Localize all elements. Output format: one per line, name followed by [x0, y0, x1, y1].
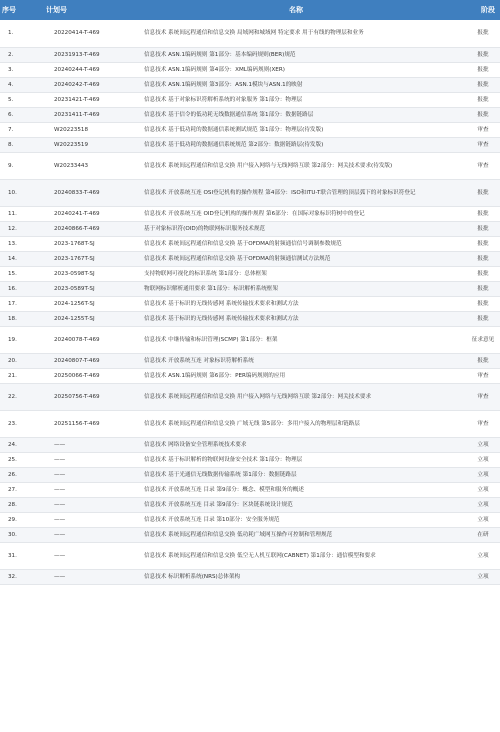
- table-row: [0, 137, 500, 152]
- row-standard-name: 信息技术 基于光通信无线数据传输系统 第1部分：数据链路层: [126, 467, 466, 482]
- row-plan-number: 20231411-T-469: [44, 107, 126, 122]
- row-standard-name: 支持物联网可视化的标识系统 第1部分：总体框架: [126, 266, 466, 281]
- table-row: [0, 251, 500, 266]
- row-standard-name: 信息技术 系统间远程通信和信息交换 广域无线 第5部分：多用户接入的物理层和链路层: [126, 410, 466, 437]
- row-number: 23.: [0, 410, 44, 437]
- table-row: [0, 236, 500, 251]
- row-status: 报批: [466, 296, 500, 311]
- row-standard-name: 信息技术 基于低功耗的数据通信系统规范 第2部分：数据链路层(待发版): [126, 137, 466, 152]
- table-header: [0, 0, 500, 20]
- table-row: [0, 107, 500, 122]
- table-row: [0, 482, 500, 497]
- row-number: 32.: [0, 569, 44, 584]
- row-status: 审查: [466, 410, 500, 437]
- table-row: [0, 527, 500, 542]
- row-standard-name: 信息技术 系统间远程通信和信息交换 用户接入网络与无线网络互联 第2部分：网关技术要求: [126, 383, 466, 410]
- row-number: 29.: [0, 512, 44, 527]
- row-standard-name: 信息技术 系统间远程通信和信息交换 低功耗广域网互操作可控制和管理规范: [126, 527, 466, 542]
- row-plan-number: 20250756-T-469: [44, 383, 126, 410]
- table-row: [0, 296, 500, 311]
- table-row: [0, 62, 500, 77]
- row-status: 立项: [466, 467, 500, 482]
- row-standard-name: 信息技术 基于标识的无线传感网 系统传输技术要求和测试方法: [126, 311, 466, 326]
- row-standard-name: 信息技术 ASN.1编码规则 第6部分：PER编码规则的应用: [126, 368, 466, 383]
- row-status: 立项: [466, 497, 500, 512]
- row-plan-number: 20231421-T-469: [44, 92, 126, 107]
- header-row: [0, 0, 500, 20]
- row-plan-number: 20240866-T-469: [44, 221, 126, 236]
- row-standard-name: 信息技术 基于低功耗的数据通信系统测试规范 第1部分：物理层(待发版): [126, 122, 466, 137]
- row-plan-number: ——: [44, 542, 126, 569]
- row-plan-number: 20250066-T-469: [44, 368, 126, 383]
- row-plan-number: W20233443: [44, 152, 126, 179]
- row-standard-name: 信息技术 基于标识的无线传感网 系统传输技术要求和测试方法: [126, 296, 466, 311]
- row-status: 报批: [466, 77, 500, 92]
- row-status: 报批: [466, 20, 500, 47]
- row-plan-number: 2023-1767T-SJ: [44, 251, 126, 266]
- row-plan-number: 20231913-T-469: [44, 47, 126, 62]
- row-plan-number: 2024-1255T-SJ: [44, 311, 126, 326]
- row-status: 报批: [466, 179, 500, 206]
- table-row: [0, 122, 500, 137]
- row-number: 13.: [0, 236, 44, 251]
- row-plan-number: 20240242-T-469: [44, 77, 126, 92]
- row-status: 报批: [466, 353, 500, 368]
- table-row: [0, 311, 500, 326]
- table-row: [0, 179, 500, 206]
- table-row: [0, 467, 500, 482]
- row-number: 12.: [0, 221, 44, 236]
- row-standard-name: 信息技术 系统间远程通信和信息交换 基于OFDMA的射频通信测试方法规范: [126, 251, 466, 266]
- row-plan-number: 20240807-T-469: [44, 353, 126, 368]
- row-standard-name: 信息技术 开放系统互连 目录 第10部分：安全服务规范: [126, 512, 466, 527]
- row-plan-number: ——: [44, 437, 126, 452]
- row-number: 16.: [0, 281, 44, 296]
- row-number: 21.: [0, 368, 44, 383]
- row-standard-name: 信息技术 系统间远程通信和信息交换 基于OFDMA的射频通信信号调制参数规范: [126, 236, 466, 251]
- row-number: 15.: [0, 266, 44, 281]
- row-plan-number: 20240244-T-469: [44, 62, 126, 77]
- table-row: [0, 497, 500, 512]
- row-plan-number: ——: [44, 452, 126, 467]
- row-status: 报批: [466, 221, 500, 236]
- table-row: [0, 77, 500, 92]
- row-status: 报批: [466, 92, 500, 107]
- table-row: [0, 383, 500, 410]
- row-standard-name: 信息技术 系统间远程通信和信息交换 局域网和城域网 特定要求 用于有线的物理层和业务: [126, 20, 466, 47]
- row-status: 在研: [466, 527, 500, 542]
- row-status: 报批: [466, 281, 500, 296]
- row-number: 3.: [0, 62, 44, 77]
- row-number: 6.: [0, 107, 44, 122]
- row-plan-number: 20220414-T-469: [44, 20, 126, 47]
- row-standard-name: 信息技术 ASN.1编码规则 第4部分：XML编码规则(XER): [126, 62, 466, 77]
- row-plan-number: W20223519: [44, 137, 126, 152]
- row-status: 报批: [466, 251, 500, 266]
- row-number: 14.: [0, 251, 44, 266]
- row-plan-number: 20240241-T-469: [44, 206, 126, 221]
- row-number: 26.: [0, 467, 44, 482]
- row-number: 18.: [0, 311, 44, 326]
- row-standard-name: 信息技术 网络设备安全管理系统技术要求: [126, 437, 466, 452]
- row-standard-name: 物联网标识解析通用要求 第1部分：标识解析系统框架: [126, 281, 466, 296]
- row-status: 报批: [466, 62, 500, 77]
- table-row: [0, 281, 500, 296]
- row-status: 审查: [466, 137, 500, 152]
- row-plan-number: ——: [44, 482, 126, 497]
- row-status: 审查: [466, 383, 500, 410]
- row-number: 30.: [0, 527, 44, 542]
- header-seq: 序号: [2, 6, 16, 14]
- row-standard-name: 信息技术 开放系统互连 目录 第9部分：区块链系统设计规范: [126, 497, 466, 512]
- row-plan-number: ——: [44, 569, 126, 584]
- row-status: 审查: [466, 152, 500, 179]
- row-status: 报批: [466, 311, 500, 326]
- row-standard-name: 信息技术 基于标识解析的物联网设备安全技术 第1部分：物理层: [126, 452, 466, 467]
- row-standard-name: 信息技术 基于信令的低功耗无线数据通信系统 第1部分：数据链路层: [126, 107, 466, 122]
- row-number: 27.: [0, 482, 44, 497]
- row-number: 7.: [0, 122, 44, 137]
- row-number: 31.: [0, 542, 44, 569]
- row-number: 11.: [0, 206, 44, 221]
- row-number: 10.: [0, 179, 44, 206]
- header-status: 阶段: [481, 6, 495, 14]
- row-number: 1.: [0, 20, 44, 47]
- row-standard-name: 信息技术 标识解析系统(NRS)总体架构: [126, 569, 466, 584]
- header-name: 名称: [289, 6, 303, 14]
- row-standard-name: 信息技术 开放系统互连 OID登记机构的操作规程 第6部分：在国际对象标识符树中的登记: [126, 206, 466, 221]
- row-status: 报批: [466, 266, 500, 281]
- table-row: [0, 92, 500, 107]
- row-plan-number: 2024-1256T-SJ: [44, 296, 126, 311]
- table-row: [0, 353, 500, 368]
- row-status: 报批: [466, 47, 500, 62]
- row-number: 22.: [0, 383, 44, 410]
- row-number: 24.: [0, 437, 44, 452]
- row-plan-number: ——: [44, 512, 126, 527]
- table-row: [0, 410, 500, 437]
- row-standard-name: 信息技术 基于对象标识符解析系统的对象服务 第1部分：物理层: [126, 92, 466, 107]
- row-standard-name: 信息技术 中继传输和标识管理(SCMP) 第1部分：框架: [126, 326, 466, 353]
- row-standard-name: 信息技术 系统间远程通信和信息交换 低空无人机互联网(CABNET) 第1部分：通信模型和要求: [126, 542, 466, 569]
- table-row: [0, 206, 500, 221]
- table-row: [0, 326, 500, 353]
- row-number: 19.: [0, 326, 44, 353]
- row-number: 9.: [0, 152, 44, 179]
- row-number: 4.: [0, 77, 44, 92]
- row-status: 立项: [466, 452, 500, 467]
- table-row: [0, 437, 500, 452]
- table-row: [0, 512, 500, 527]
- table-row: [0, 20, 500, 47]
- row-plan-number: ——: [44, 467, 126, 482]
- row-number: 2.: [0, 47, 44, 62]
- row-standard-name: 信息技术 ASN.1编码规则 第1部分：基本编码规则(BER)规范: [126, 47, 466, 62]
- row-number: 5.: [0, 92, 44, 107]
- row-status: 立项: [466, 437, 500, 452]
- row-status: 审查: [466, 122, 500, 137]
- table-row: [0, 569, 500, 584]
- header-plan: 计划号: [46, 6, 67, 14]
- row-standard-name: 信息技术 开放系统互连 OSI登记机构的操作规程 第4部分：ISO和ITU-T联合管理的顶层弧下的对象标识符登记: [126, 179, 466, 206]
- table-row: [0, 47, 500, 62]
- row-status: 立项: [466, 569, 500, 584]
- row-status: 立项: [466, 542, 500, 569]
- table-row: [0, 368, 500, 383]
- row-status: 报批: [466, 236, 500, 251]
- row-standard-name: 信息技术 ASN.1编码规则 第3部分：ASN.1模块与ASN.1的映射: [126, 77, 466, 92]
- row-plan-number: 2023-0589T-SJ: [44, 281, 126, 296]
- row-plan-number: 2023-1768T-SJ: [44, 236, 126, 251]
- row-status: 立项: [466, 512, 500, 527]
- table-row: [0, 542, 500, 569]
- row-status: 报批: [466, 107, 500, 122]
- row-number: 17.: [0, 296, 44, 311]
- table-row: [0, 152, 500, 179]
- row-status: 征求意见: [466, 326, 500, 353]
- row-standard-name: 信息技术 开放系统互连 目录 第9部分：概念、模型和服务的概述: [126, 482, 466, 497]
- row-plan-number: 20251156-T-469: [44, 410, 126, 437]
- row-plan-number: 20240078-T-469: [44, 326, 126, 353]
- row-number: 8.: [0, 137, 44, 152]
- row-plan-number: 20240833-T-469: [44, 179, 126, 206]
- row-plan-number: ——: [44, 527, 126, 542]
- table-row: [0, 221, 500, 236]
- row-status: 审查: [466, 368, 500, 383]
- table-row: [0, 452, 500, 467]
- row-number: 28.: [0, 497, 44, 512]
- row-standard-name: 基于对象标识符(OID)的物联网标识服务技术规范: [126, 221, 466, 236]
- row-status: 立项: [466, 482, 500, 497]
- row-number: 25.: [0, 452, 44, 467]
- table-body: [0, 20, 500, 584]
- table-row: [0, 266, 500, 281]
- row-status: 报批: [466, 206, 500, 221]
- row-number: 20.: [0, 353, 44, 368]
- row-plan-number: ——: [44, 497, 126, 512]
- row-plan-number: 2023-0598T-SJ: [44, 266, 126, 281]
- row-plan-number: W20223518: [44, 122, 126, 137]
- row-standard-name: 信息技术 开放系统互连 对象标识符解析系统: [126, 353, 466, 368]
- row-standard-name: 信息技术 系统间远程通信和信息交换 用户接入网络与无线网络互联 第2部分：网关技术要求(待发版): [126, 152, 466, 179]
